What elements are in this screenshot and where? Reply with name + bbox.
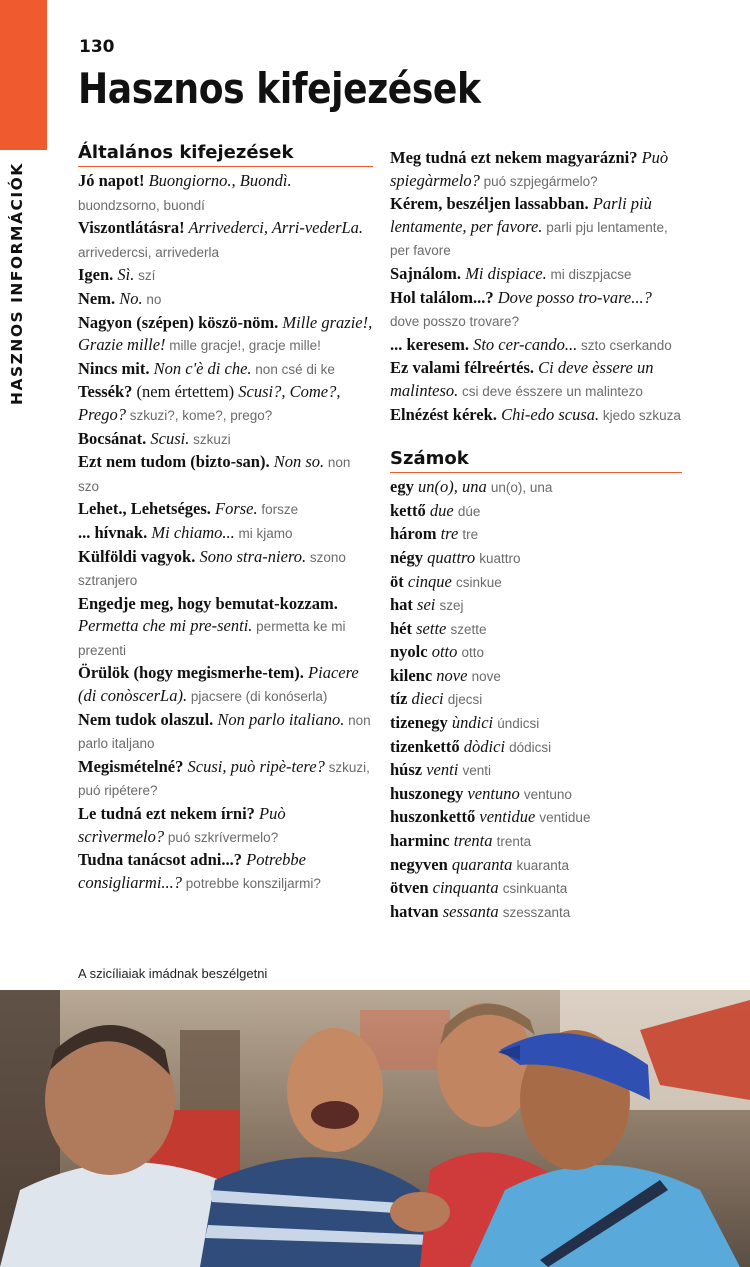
phrase-pronunciation: parli pju lentamente, per favore: [390, 219, 668, 259]
number-italian: cinque: [407, 571, 452, 591]
number-pronunciation: ventidue: [539, 810, 591, 826]
page-title: Hasznos kifejezések: [78, 64, 481, 113]
number-hungarian: negyven: [390, 854, 448, 874]
phrase-entry: [78, 849, 373, 895]
phrase-pronunciation: szkuzi?, kome?, prego?: [125, 407, 273, 423]
number-pronunciation: djecsi: [447, 692, 483, 708]
number-pronunciation: tre: [462, 527, 479, 543]
number-row: [390, 523, 682, 547]
phrase-italian: Non c'è di che.: [149, 358, 252, 378]
number-hungarian: huszonegy: [390, 783, 464, 803]
phrase-hungarian: Nem.: [78, 288, 116, 308]
number-hungarian: huszonkettő: [390, 807, 476, 827]
number-pronunciation: dúe: [457, 503, 481, 519]
phrase-italian: Può scrìvermelo?: [78, 804, 286, 846]
number-italian: sette: [416, 618, 447, 638]
phrase-italian: Chi-edo scusa.: [496, 404, 600, 424]
number-row: [390, 500, 682, 524]
phrase-hungarian: Le tudná ezt nekem írni?: [78, 804, 255, 824]
number-row: [390, 688, 682, 712]
phrase-italian: Scusi, può ripè-tere?: [183, 756, 325, 776]
number-row: [390, 618, 682, 642]
phrase-hungarian: Nem tudok olaszul.: [78, 709, 214, 729]
number-italian: tre: [440, 524, 459, 544]
phrase-italian: Sì.: [113, 265, 135, 285]
phrase-entry: [78, 288, 373, 312]
phrase-italian: Arrivederci, Arri-vederLa.: [184, 218, 364, 238]
phrase-entry: [390, 357, 682, 403]
number-italian: nove: [436, 665, 468, 685]
phrase-entry: [78, 593, 373, 663]
number-pronunciation: szesszanta: [502, 904, 571, 920]
number-italian: otto: [431, 642, 458, 662]
number-italian: un(o), una: [417, 477, 487, 497]
number-italian: due: [429, 500, 454, 520]
number-italian: sei: [417, 595, 436, 615]
number-pronunciation: ventuno: [523, 786, 572, 802]
phrase-italian: No.: [115, 288, 143, 308]
phrase-note: (nem értettem): [132, 382, 235, 402]
number-pronunciation: kuaranta: [516, 857, 570, 873]
phrase-pronunciation: arrivedercsi, arrivederla: [78, 244, 220, 260]
number-hungarian: ötven: [390, 878, 429, 898]
chapter-side-label: HASZNOS INFORMÁCIÓK: [8, 162, 26, 405]
phrase-entry: [78, 170, 373, 217]
phrase-pronunciation: forsze: [257, 502, 299, 518]
number-italian: quaranta: [451, 854, 513, 874]
phrase-entry: [390, 404, 682, 428]
number-italian: cinquanta: [432, 878, 499, 898]
phrase-pronunciation: no: [142, 291, 162, 307]
phrase-italian: Sto cer-cando...: [468, 334, 578, 354]
phrase-hungarian: Elnézést kérek.: [390, 404, 497, 424]
phrase-entry: [78, 546, 373, 593]
number-row: [390, 877, 682, 901]
phrase-italian: Scusi?, Come?, Prego?: [78, 382, 341, 424]
number-pronunciation: otto: [461, 645, 485, 661]
phrase-pronunciation: mi diszpjacse: [546, 266, 632, 282]
general-phrases-list-continued: [390, 147, 682, 427]
market-people-photo: [0, 990, 750, 1267]
phrase-italian: Permetta che mi pre-senti.: [78, 616, 253, 636]
number-row: [390, 736, 682, 760]
phrase-italian: Mi dispiace.: [461, 263, 547, 283]
phrase-entry: [78, 803, 373, 849]
number-row: [390, 594, 682, 618]
phrase-entry: [78, 264, 373, 288]
number-pronunciation: un(o), una: [490, 480, 553, 496]
number-hungarian: öt: [390, 571, 404, 591]
number-italian: ùndici: [451, 713, 494, 733]
number-row: [390, 901, 682, 925]
number-italian: trenta: [453, 831, 493, 851]
phrase-pronunciation: non szo: [78, 455, 351, 494]
phrase-hungarian: Hol találom...?: [390, 287, 494, 307]
number-pronunciation: nove: [471, 668, 501, 684]
phrase-pronunciation: non parlo italjano: [78, 712, 371, 752]
phrase-entry: [78, 428, 373, 452]
phrase-pronunciation: buondzsorno, buondí: [78, 197, 205, 213]
number-hungarian: hét: [390, 618, 412, 638]
number-hungarian: tizenkettő: [390, 736, 460, 756]
phrase-entry: [78, 522, 373, 546]
phrase-italian: Ci deve èssere un malinteso.: [390, 358, 654, 400]
phrase-hungarian: Igen.: [78, 265, 114, 285]
phrase-hungarian: Tudna tanácsot adni...?: [78, 850, 242, 870]
phrase-hungarian: Viszontlátásra!: [78, 218, 185, 238]
number-row: [390, 783, 682, 807]
phrase-entry: [78, 498, 373, 522]
number-hungarian: hatvan: [390, 901, 439, 921]
number-hungarian: hat: [390, 595, 413, 615]
number-row: [390, 806, 682, 830]
phrase-pronunciation: potrebbe konsziljarmi?: [182, 875, 321, 891]
phrase-hungarian: Külföldi vagyok.: [78, 546, 196, 566]
number-hungarian: harminc: [390, 831, 450, 851]
number-pronunciation: trenta: [496, 834, 532, 850]
number-pronunciation: csinkue: [455, 574, 502, 590]
number-hungarian: egy: [390, 477, 414, 497]
phrase-italian: Sono stra-niero.: [195, 546, 307, 566]
number-pronunciation: szej: [439, 598, 464, 614]
phrase-italian: Mille grazie!, Grazie mille!: [78, 312, 373, 355]
phrase-entry: [78, 709, 373, 756]
phrase-entry: [390, 147, 682, 193]
phrase-pronunciation: non csé di ke: [251, 361, 335, 377]
phrase-hungarian: Megismételné?: [78, 756, 184, 776]
number-pronunciation: kuattro: [479, 550, 521, 566]
number-pronunciation: dódicsi: [509, 739, 552, 755]
phrase-pronunciation: puó szpjegármelo?: [479, 173, 598, 189]
right-column: [390, 147, 682, 924]
number-row: [390, 712, 682, 736]
number-italian: quattro: [427, 547, 476, 567]
phrase-entry: [78, 662, 373, 708]
phrase-pronunciation: szí: [134, 268, 156, 284]
phrase-pronunciation: kjedo szkuza: [599, 407, 681, 423]
phrase-pronunciation: dove posszo trovare?: [390, 314, 520, 330]
phrase-hungarian: Kérem, beszéljen lassabban.: [390, 194, 589, 214]
number-italian: venti: [426, 760, 459, 780]
number-italian: dieci: [411, 689, 444, 709]
numbers-heading: Számok: [390, 447, 682, 473]
number-pronunciation: úndicsi: [497, 716, 540, 732]
number-pronunciation: csinkuanta: [502, 881, 568, 897]
phrase-entry: [390, 263, 682, 287]
number-row: [390, 830, 682, 854]
phrase-hungarian: Nagyon (szépen) köszö-nöm.: [78, 312, 279, 332]
phrase-entry: [78, 451, 373, 498]
number-hungarian: kettő: [390, 500, 426, 520]
number-row: [390, 476, 682, 500]
phrase-italian: Piacere (di conòscerLa).: [78, 663, 359, 706]
phrase-hungarian: Engedje meg, hogy bemutat-kozzam.: [78, 593, 338, 613]
phrase-hungarian: Sajnálom.: [390, 263, 462, 283]
numbers-list: [390, 476, 682, 924]
phrase-pronunciation: csi deve ésszere un malintezo: [458, 383, 643, 399]
phrase-hungarian: Bocsánat.: [78, 428, 147, 448]
number-pronunciation: venti: [462, 763, 491, 779]
phrase-pronunciation: mi kjamo: [234, 525, 293, 541]
number-row: [390, 547, 682, 571]
phrase-italian: Potrebbe consigliarmi...?: [78, 850, 306, 892]
phrase-italian: Non parlo italiano.: [213, 709, 345, 729]
number-row: [390, 854, 682, 878]
number-row: [390, 665, 682, 689]
phrase-entry: [78, 756, 373, 803]
phrase-italian: Dove posso tro-vare...?: [493, 287, 652, 307]
phrase-entry: [390, 287, 682, 334]
phrase-pronunciation: puó szkrívermelo?: [164, 829, 279, 845]
phrase-pronunciation: szkuzi, puó ripétere?: [78, 759, 370, 799]
number-hungarian: három: [390, 524, 437, 544]
phrase-italian: Forse.: [210, 499, 258, 519]
phrase-pronunciation: pjacsere (di konóserla): [187, 689, 328, 705]
phrase-entry: [390, 193, 682, 263]
phrase-italian: Può spiegàrmelo?: [390, 148, 669, 190]
phrase-italian: Non so.: [269, 452, 325, 472]
number-hungarian: négy: [390, 547, 423, 567]
phrase-hungarian: ... hívnak.: [78, 522, 148, 542]
number-italian: sessanta: [442, 901, 499, 921]
phrase-pronunciation: mille gracje!, gracje mille!: [165, 338, 321, 354]
phrase-hungarian: Nincs mit.: [78, 358, 150, 378]
phrase-italian: Parli più lentamente, per favore.: [390, 194, 652, 236]
phrase-hungarian: ... keresem.: [390, 334, 469, 354]
phrase-pronunciation: szkuzi: [189, 431, 231, 447]
phrase-hungarian: Ezt nem tudom (bizto-san).: [78, 452, 270, 472]
phrase-hungarian: Örülök (hogy megismerhe-tem).: [78, 663, 304, 683]
number-hungarian: kilenc: [390, 665, 433, 685]
number-hungarian: tíz: [390, 689, 408, 709]
phrase-italian: Mi chiamo...: [147, 522, 235, 542]
number-italian: ventidue: [479, 807, 536, 827]
phrase-hungarian: Ez valami félreértés.: [390, 358, 535, 378]
phrase-entry: [78, 217, 373, 264]
number-pronunciation: szette: [450, 621, 487, 637]
chapter-tab-marker: [0, 0, 47, 150]
number-row: [390, 641, 682, 665]
number-hungarian: húsz: [390, 760, 423, 780]
phrase-italian: Buongiorno., Buondì.: [144, 171, 292, 190]
phrase-entry: [78, 312, 373, 358]
phrase-entry: [390, 334, 682, 358]
number-row: [390, 571, 682, 595]
phrase-pronunciation: szto cserkando: [577, 337, 672, 353]
number-row: [390, 759, 682, 783]
phrase-hungarian: Jó napot!: [78, 171, 145, 190]
general-phrases-heading: Általános kifejezések: [78, 141, 373, 167]
number-hungarian: nyolc: [390, 642, 428, 662]
phrase-entry: [78, 358, 373, 382]
phrase-italian: Scusi.: [146, 428, 190, 448]
phrase-hungarian: Lehet., Lehetséges.: [78, 499, 211, 519]
phrase-hungarian: Meg tudná ezt nekem magyarázni?: [390, 148, 638, 167]
number-italian: ventuno: [467, 783, 520, 803]
general-phrases-list: [78, 170, 373, 895]
phrase-hungarian: Tessék?: [78, 382, 133, 402]
phrase-pronunciation: szono sztranjero: [78, 549, 346, 589]
phrase-pronunciation: permetta ke mi prezenti: [78, 619, 346, 658]
page-number: 130: [79, 37, 115, 57]
left-column: [78, 141, 373, 895]
number-hungarian: tizenegy: [390, 713, 448, 733]
phrase-entry: [78, 381, 373, 427]
photo-caption: A szicíliaiak imádnak beszélgetni: [78, 966, 268, 981]
number-italian: dòdici: [463, 736, 506, 756]
